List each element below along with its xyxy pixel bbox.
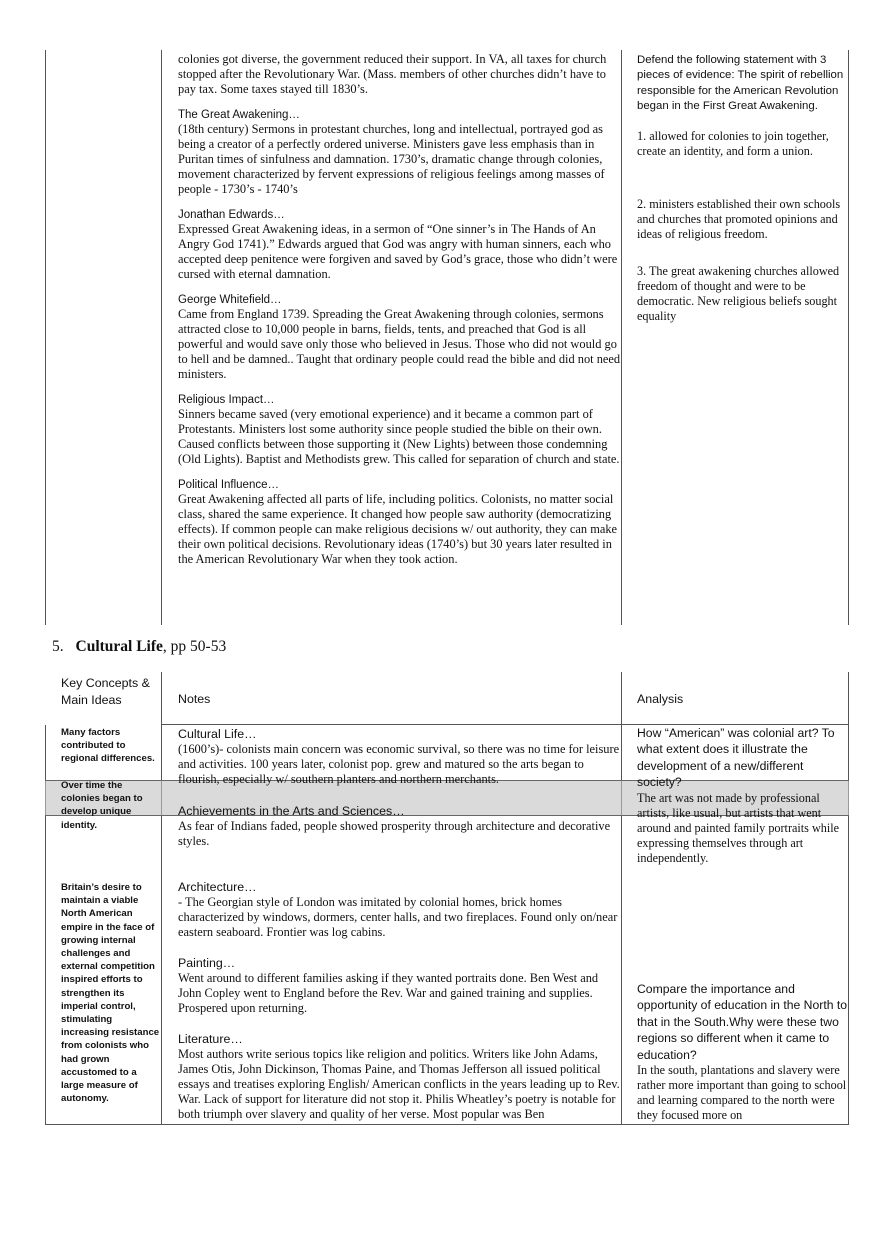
lower-analysis-top (637, 725, 849, 866)
painting-block (178, 956, 623, 1016)
political-influence-heading: Political Influence… (178, 479, 279, 491)
analysis-prompt: Defend the following statement with 3 pieces of evidence: The spirit of rebellion responsible for the American Revolution began in the First Great Awakening. (637, 54, 844, 113)
literature-block (178, 1032, 623, 1124)
achievements-block (178, 804, 623, 849)
key-concept-2: Over time the colonies began to develop unique identity. (61, 780, 143, 831)
lower-bottom-border (45, 1124, 849, 1125)
lower-divider-1 (161, 672, 162, 1124)
religious-impact-heading: Religious Impact… (178, 394, 275, 406)
architecture-heading: Architecture… (178, 880, 257, 894)
section-pages: , pp 50-53 (162, 638, 227, 655)
analysis-answer-2: In the south, plantations and slavery were rather more important than going to school and learning compared to the north were they focused more on (637, 1063, 847, 1123)
lower-analysis-bottom (637, 981, 849, 1124)
top-table-divider-1 (161, 50, 162, 625)
achievements-text: As fear of Indians faded, people showed prosperity through architecture and decorative styles. (178, 819, 611, 848)
top-analysis-column (637, 53, 849, 324)
literature-text: Most authors write serious topics like religion and politics. Writers like John Adams, James Otis, John Dickinson, Thomas Paine, and Thomas Jefferson all issued political essays and treatises exploring English/ American conflicts in the years leading up to Rev. War. Lack of support for literature did not stop it. Philis Wheatley’s poetry is notable for both triumph over slavery and quality of her verse. Most popular was Ben (178, 1047, 620, 1121)
achievements-heading: Achievements in the Arts and Sciences… (178, 804, 405, 818)
literature-heading: Literature… (178, 1032, 243, 1046)
religious-impact-text: Sinners became saved (very emotional experience) and it became a common part of Protestants. Ministers lost some authority since people studied the bible on their own. Caused conflicts between those supporting it (New Lights) between those condemning (Old Lights). Baptist and Methodists grew. This called for separation of church and state. (178, 407, 620, 466)
top-table-left-border (45, 50, 46, 625)
section-heading (52, 638, 226, 656)
great-awakening-heading: The Great Awakening… (178, 109, 300, 121)
analysis-answer-1: The art was not made by professional artists, like usual, but artists that went around and painted family portraits while expressing themselves through art independently. (637, 790, 840, 865)
george-whitefield-text: Came from England 1739. Spreading the Great Awakening through colonies, sermons attracted close to 10,000 people in barns, fields, tents, and preached that God is all powerful and would save only those who believed in Jesus. Those who did not would go to hell and be damned.. Taught that ordinary people could read the bible and did not need ministers. (178, 307, 621, 381)
notes-intro: colonies got diverse, the government reduced their support. In VA, all taxes for church stopped after the Revolutionary War. (Mass. members of other churches didn’t have to pay tax. Some taxes stayed till 1830’s. (178, 52, 607, 96)
george-whitefield-heading: George Whitefield… (178, 294, 282, 306)
top-notes-column (178, 52, 624, 579)
analysis-point-3: 3. The great awakening churches allowed freedom of thought and were to be democratic. New religious beliefs sought equality (637, 263, 840, 323)
key-concept-3: Britain’s desire to maintain a viable North American empire in the face of growing internal challenges and external competition inspired efforts to strengthen its imperial control, stimulating increasing resistance from colonists who had grown accustomed to a large measure of autonomy. (61, 882, 160, 1105)
cultural-life-text: (1600’s)- colonists main concern was economic survival, so there was no time for leisure and activities. 100 years later, colonist pop. grew and matured so the arts began to flourish, especially w/ southern planters and northern merchants. (178, 742, 620, 786)
jonathan-edwards-heading: Jonathan Edwards… (178, 209, 285, 221)
political-influence-text: Great Awakening affected all parts of life, including politics. Colonists, no matter social class, shared the same experience. It changed how people saw authority (democratizing effects). If common people can make religious decisions w/ out authority, they can make their own political decisions. Revolutionary ideas (1740’s) but 30 years later resulted in the American Revolutionary War when they took action. (178, 492, 618, 566)
painting-text: Went around to different families asking if they wanted portraits done. Ben West and John Copley went to England before the Rev. War and gained training and supplies. Prospered upon returning. (178, 971, 599, 1015)
architecture-block (178, 880, 623, 940)
analysis-point-1: 1. allowed for colonies to join together, create an identity, and form a union. (637, 128, 829, 158)
cultural-life-heading: Cultural Life… (178, 727, 257, 741)
analysis-point-2: 2. ministers established their own schools and churches that promoted opinions and ideas of religious freedom. (637, 196, 841, 241)
analysis-question-1: How “American” was colonial art? To what extent does it illustrate the development of a new/different society? (637, 726, 835, 790)
lower-notes-column (178, 727, 623, 787)
header-notes: Notes (178, 692, 211, 706)
architecture-text: - The Georgian style of London was imitated by colonial homes, brick homes characterized by windows, dormers, center halls, and two fireplaces. Found only on/near eastern seaboard. Frontier was log cabins. (178, 895, 618, 939)
header-analysis: Analysis (637, 692, 684, 706)
great-awakening-text: (18th century) Sermons in protestant churches, long and intellectual, portrayed god as being a creator of a perfectly ordered universe. Ministers gave less emphasis than in Puritan times of sinfulness and damnation. 1730’s, dramatic change through colonies, movement characterized by fervent expressions of religious feelings among masses of people - 1730’s - 1740’s (178, 122, 605, 196)
analysis-question-2: Compare the importance and opportunity of education in the North to that in the South.Why were these two regions so different when it came to education? (637, 982, 848, 1062)
section-title: Cultural Life (75, 638, 163, 655)
section-number: 5. (52, 638, 64, 655)
painting-heading: Painting… (178, 956, 236, 970)
key-concept-1: Many factors contributed to regional differences. (61, 727, 155, 765)
jonathan-edwards-text: Expressed Great Awakening ideas, in a sermon of “One sinner’s in The Hands of An Angry God 1741).” Edwards argued that God was angry with human sinners, each who accepted deep penitence were forgiven and saved by God’s grace, those who didn’t were cursed with eternal damnation. (178, 222, 618, 281)
header-key-concepts: Key Concepts & Main Ideas (61, 676, 150, 707)
